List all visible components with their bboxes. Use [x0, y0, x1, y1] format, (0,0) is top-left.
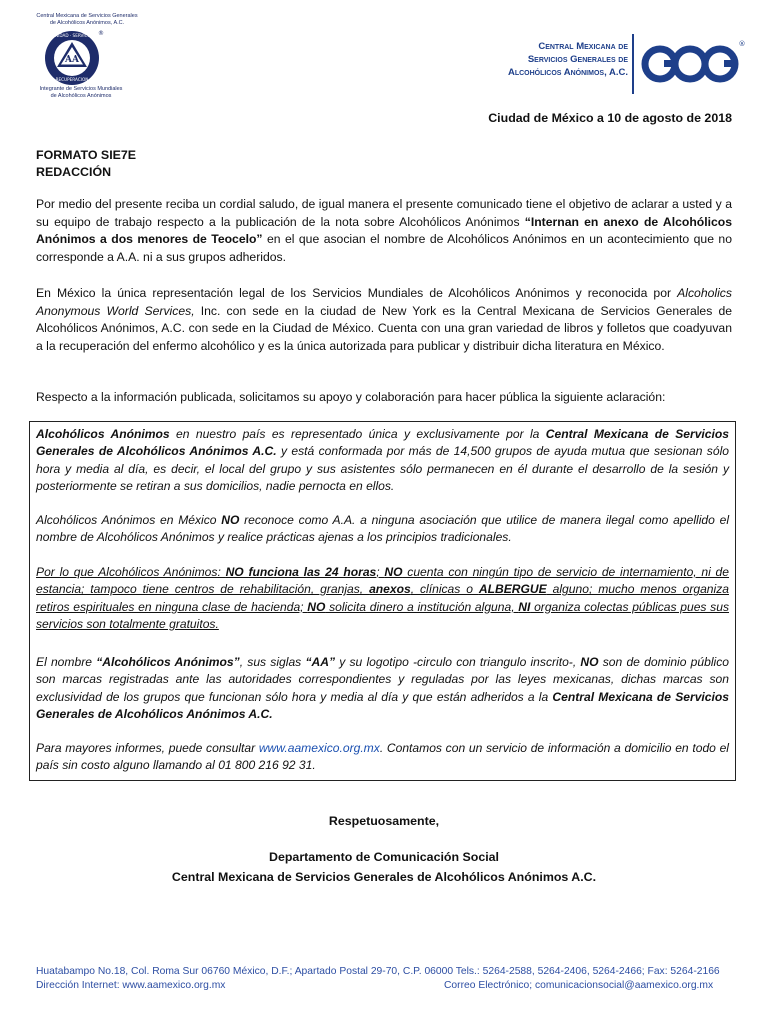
department-name: Departamento de Comunicación Social: [269, 850, 499, 864]
text-run: Por lo que Alcohólicos Anónimos:: [36, 565, 226, 579]
text-run: NO: [221, 513, 240, 527]
text-run: . Contamos con un servicio de información a domicilio en todo el país sin costo alguno llamando al 01 800 216 92 31.: [36, 741, 729, 773]
text-run: anexos: [369, 582, 411, 597]
right-org-line: Alcohólicos Anónimos, A.C.: [507, 67, 628, 78]
logo-bottom-arc-text: RECUPERACION: [55, 77, 89, 82]
logo-top-arc-text: UNIDAD · SERVICIO: [51, 33, 93, 38]
left-org-line: Central Mexicana de Servicios Generales: [36, 13, 138, 19]
footer-address: Huatabampo No.18, Col. Roma Sur 06760 México, D.F.; Apartado Postal 29-70, C.P. 06000 Tels.: 5264-2588, 5264-2406, 5264-2466; Fax: 5264-2166: [36, 966, 720, 977]
text-run: , sus siglas: [239, 655, 306, 669]
text-run: ;: [376, 565, 385, 579]
org-english-name: Alcoholics Anonymous World Services,: [36, 286, 732, 318]
format-title: FORMATO SIE7E: [36, 148, 137, 162]
left-org-subtitle: [26, 86, 136, 99]
text-run: organiza colectas públicas pues sus servicios son totalmente gratuitos.: [36, 599, 729, 631]
left-org-line: de Alcohólicos Anónimos, A.C.: [49, 19, 125, 26]
left-org-sub-line: de Alcohólicos Anónimos: [50, 92, 112, 99]
text-run: ALBERGUE: [478, 582, 547, 597]
text-run: y su logotipo -circulo con triangulo inscrito-,: [335, 655, 581, 669]
text-run: NO: [384, 565, 403, 579]
aa-circle-triangle-logo: [44, 26, 106, 88]
website-link[interactable]: www.aamexico.org.mx: [258, 741, 380, 755]
text-run: Por medio del presente reciba un cordial saludo, de igual manera el presente comunicado tiene el objetivo de aclarar a usted y a su equipo de trabajo respecto a la publicación de la nota sobre Alcohólicos Anónimos: [36, 197, 732, 229]
text-run: “AA”: [305, 655, 335, 669]
note-title: “Internan en anexo de Alcohólicos Anónimos a dos menores de Teocelo”: [36, 214, 732, 246]
footer-email[interactable]: Correo Electrónico; comunicacionsocial@aamexico.org.mx: [444, 980, 714, 991]
clarification-paragraph: [36, 740, 729, 775]
legal-representation-paragraph: [36, 285, 732, 355]
clarification-paragraph: [36, 512, 729, 547]
text-run: NO: [580, 655, 599, 669]
section-title: REDACCIÓN: [36, 165, 112, 179]
text-run: NO: [307, 599, 326, 614]
clarification-paragraph: [36, 654, 729, 723]
text-run: “Alcohólicos Anónimos”: [96, 655, 240, 669]
clarification-paragraph: [36, 426, 729, 495]
right-org-name: [470, 40, 628, 79]
clarification-box: [29, 421, 736, 781]
text-run: son de dominio público son marcas registradas ante las autoridades correspondientes y reguladas por las leyes mexicanas, dichas marcas son exclusividad de los grupos que funcionan sólo hora y media al día y que están adheridos a la: [36, 655, 730, 704]
left-org-sub-line: Integrante de Servicios Mundiales: [39, 86, 123, 92]
right-org-line: Servicios Generales de: [527, 54, 628, 65]
text-run: En México la única representación legal de los Servicios Mundiales de Alcohólicos Anónimos y reconocida por: [36, 286, 678, 300]
text-run: solicita dinero a institución alguna,: [325, 599, 519, 614]
clarification-paragraph: [36, 564, 729, 633]
text-run: cuenta con ningún tipo de servicio de internamiento, ni de estancia; tampoco tiene centros de rehabilitación, granjas,: [36, 565, 730, 597]
text-run: Para mayores informes, puede consultar: [36, 741, 259, 755]
text-run: NI: [518, 599, 531, 614]
registered-mark: ®: [738, 40, 746, 48]
footer-website[interactable]: Dirección Internet: www.aamexico.org.mx: [36, 980, 226, 991]
text-run: El nombre: [36, 655, 97, 669]
text-run: NO funciona las 24 horas: [225, 565, 377, 579]
registered-mark: ®: [98, 30, 104, 37]
text-run: en el que asocian el nombre de Alcohólicos Anónimos en un acontecimiento que no corresponde a A.A. ni a sus grupos adheridos.: [36, 232, 732, 264]
text-run: Central Mexicana de Servicios Generales de Alcohólicos Anónimos A.C.: [36, 427, 729, 459]
closing: Respetuosamente,: [328, 814, 440, 828]
text-run: y está conformada por más de 14,500 grupos de ayuda mutua que sesionan sólo hora y media al día, es decir, el local del grupo y sus asistentes sólo permanecen en él durante el desarrollo de la sesión y posteriormente se retiran a sus domicilios, nadie pernocta en ellos.: [36, 444, 729, 493]
text-run: , clínicas o: [410, 582, 479, 597]
text-run: en nuestro país es representado única y exclusivamente por la: [169, 427, 546, 441]
csg-logo: [638, 38, 746, 86]
header-divider: [632, 34, 634, 94]
text-run: alguno; mucho menos organiza retiros espirituales en ninguna clase de hacienda;: [36, 582, 729, 614]
left-org-name: [32, 13, 142, 26]
text-run: Inc. con sede en la ciudad de New York es la Central Mexicana de Servicios Generales de Alcohólicos Anónimos, A.C. con sede en la Ciudad de México. Cuenta con una gran variedad de libros y folletos que coadyuvan a la recuperación del enfermo alcohólico y es la única autorizada para publicar y distribuir dicha literatura en México.: [36, 303, 732, 353]
text-run: Alcohólicos Anónimos: [36, 427, 170, 441]
intro-paragraph: [36, 196, 732, 266]
organization-name: Central Mexicana de Servicios Generales de Alcohólicos Anónimos A.C.: [171, 870, 597, 884]
right-org-line: Central Mexicana de: [538, 41, 628, 52]
date-line: Ciudad de México a 10 de agosto de 2018: [488, 111, 732, 125]
text-run: reconoce como A.A. a ninguna asociación que utilice de manera ilegal como apellido el nombre de Alcohólicos Anónimos y realice prácticas ajenas a los principios tradicionales.: [36, 513, 730, 545]
logo-monogram: AA: [65, 55, 79, 65]
request-paragraph: Respecto a la información publicada, solicitamos su apoyo y colaboración para hacer pública la siguiente aclaración:: [36, 390, 666, 404]
text-run: Alcohólicos Anónimos en México: [36, 513, 222, 527]
text-run: Central Mexicana de Servicios Generales de Alcohólicos Anónimos A.C.: [36, 689, 729, 721]
